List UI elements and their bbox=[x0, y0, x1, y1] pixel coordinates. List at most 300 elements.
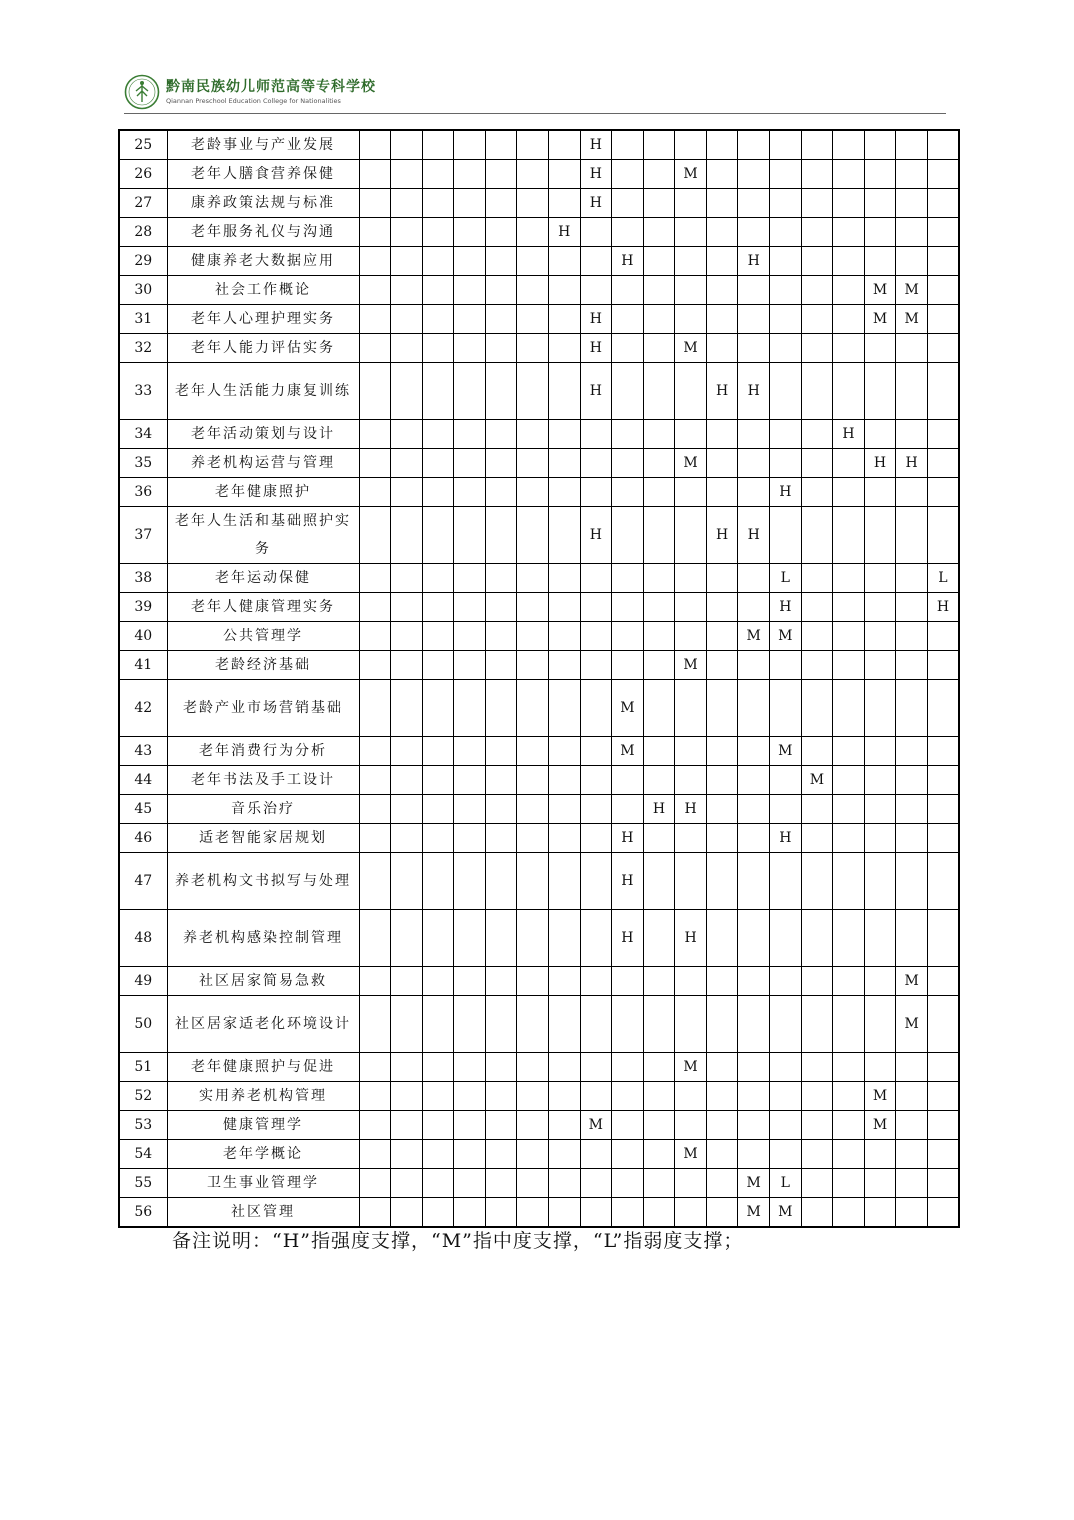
support-cell bbox=[422, 967, 454, 996]
support-cell bbox=[738, 276, 770, 305]
support-cell: M bbox=[675, 1140, 707, 1169]
support-cell bbox=[485, 1082, 517, 1111]
support-cell bbox=[643, 996, 675, 1053]
table-row bbox=[119, 795, 959, 824]
support-cell bbox=[359, 593, 391, 622]
support-cell bbox=[801, 680, 833, 737]
support-cell bbox=[833, 1082, 865, 1111]
support-cell bbox=[675, 1111, 707, 1140]
support-cell bbox=[612, 276, 644, 305]
table-row bbox=[119, 189, 959, 218]
support-cell bbox=[864, 1053, 896, 1082]
school-name-english: Qiannan Preschool Education College for Nationalities bbox=[166, 97, 341, 105]
support-cell bbox=[485, 363, 517, 420]
support-cell bbox=[643, 218, 675, 247]
support-cell bbox=[864, 1169, 896, 1198]
support-cell bbox=[801, 276, 833, 305]
support-cell bbox=[801, 967, 833, 996]
support-cell bbox=[612, 130, 644, 160]
support-cell bbox=[485, 910, 517, 967]
support-cell bbox=[391, 218, 423, 247]
support-cell bbox=[770, 680, 802, 737]
support-cell bbox=[738, 130, 770, 160]
course-number: 27 bbox=[119, 189, 167, 218]
support-cell bbox=[391, 853, 423, 910]
support-cell: M bbox=[738, 1198, 770, 1228]
support-cell: M bbox=[738, 1169, 770, 1198]
support-cell bbox=[675, 1082, 707, 1111]
support-cell bbox=[706, 564, 738, 593]
support-cell bbox=[359, 910, 391, 967]
support-cell bbox=[738, 996, 770, 1053]
support-cell bbox=[485, 737, 517, 766]
support-cell bbox=[896, 853, 928, 910]
support-cell bbox=[612, 1169, 644, 1198]
support-cell bbox=[927, 334, 959, 363]
course-number: 28 bbox=[119, 218, 167, 247]
support-cell bbox=[643, 1169, 675, 1198]
support-cell bbox=[770, 1140, 802, 1169]
support-cell bbox=[770, 420, 802, 449]
support-cell bbox=[422, 218, 454, 247]
support-cell bbox=[927, 824, 959, 853]
support-cell bbox=[927, 449, 959, 478]
course-name: 老年人心理护理实务 bbox=[167, 305, 359, 334]
support-cell bbox=[675, 766, 707, 795]
support-cell bbox=[833, 305, 865, 334]
course-number: 51 bbox=[119, 1053, 167, 1082]
support-cell bbox=[485, 766, 517, 795]
support-cell bbox=[833, 130, 865, 160]
table-row bbox=[119, 824, 959, 853]
support-cell: L bbox=[770, 564, 802, 593]
header-divider bbox=[124, 113, 946, 114]
table-row bbox=[119, 363, 959, 420]
support-cell bbox=[801, 1140, 833, 1169]
support-cell: M bbox=[770, 737, 802, 766]
support-cell bbox=[706, 622, 738, 651]
table-row bbox=[119, 651, 959, 680]
support-cell bbox=[580, 276, 612, 305]
support-cell bbox=[833, 1169, 865, 1198]
support-cell: M bbox=[770, 1198, 802, 1228]
support-cell bbox=[864, 247, 896, 276]
legend-note: 备注说明：“H”指强度支撑，“M”指中度支撑，“L”指弱度支撑； bbox=[172, 1230, 744, 1252]
support-cell bbox=[706, 1198, 738, 1228]
support-cell bbox=[896, 130, 928, 160]
support-cell bbox=[422, 564, 454, 593]
support-cell bbox=[801, 737, 833, 766]
support-cell bbox=[801, 622, 833, 651]
support-cell bbox=[927, 853, 959, 910]
support-cell bbox=[770, 363, 802, 420]
support-cell bbox=[833, 507, 865, 564]
support-cell bbox=[359, 276, 391, 305]
course-number: 43 bbox=[119, 737, 167, 766]
support-cell bbox=[454, 420, 486, 449]
support-cell bbox=[548, 795, 580, 824]
support-cell: H bbox=[580, 363, 612, 420]
support-cell bbox=[896, 1198, 928, 1228]
support-cell bbox=[927, 737, 959, 766]
support-cell bbox=[896, 622, 928, 651]
support-cell bbox=[548, 363, 580, 420]
course-number: 56 bbox=[119, 1198, 167, 1228]
support-cell bbox=[864, 680, 896, 737]
support-cell bbox=[675, 247, 707, 276]
support-cell bbox=[675, 478, 707, 507]
support-cell bbox=[896, 160, 928, 189]
support-cell bbox=[643, 363, 675, 420]
support-cell bbox=[580, 622, 612, 651]
support-cell bbox=[896, 593, 928, 622]
support-cell bbox=[738, 1053, 770, 1082]
support-cell bbox=[643, 1140, 675, 1169]
support-cell bbox=[770, 449, 802, 478]
support-cell bbox=[517, 967, 549, 996]
support-cell bbox=[706, 1082, 738, 1111]
support-cell bbox=[580, 1198, 612, 1228]
support-cell bbox=[896, 478, 928, 507]
support-cell bbox=[864, 651, 896, 680]
table-row bbox=[119, 1111, 959, 1140]
support-cell bbox=[454, 622, 486, 651]
support-cell bbox=[580, 1082, 612, 1111]
support-cell bbox=[896, 334, 928, 363]
support-cell bbox=[422, 160, 454, 189]
support-cell bbox=[643, 1082, 675, 1111]
support-cell bbox=[770, 218, 802, 247]
support-cell bbox=[517, 1053, 549, 1082]
support-cell bbox=[643, 1111, 675, 1140]
support-cell bbox=[454, 363, 486, 420]
support-cell bbox=[517, 766, 549, 795]
support-cell bbox=[485, 853, 517, 910]
support-cell: H bbox=[612, 853, 644, 910]
course-name: 养老机构文书拟写与处理 bbox=[167, 853, 359, 910]
support-cell bbox=[675, 189, 707, 218]
support-cell bbox=[580, 478, 612, 507]
support-cell bbox=[927, 478, 959, 507]
support-cell: L bbox=[770, 1169, 802, 1198]
support-cell bbox=[864, 507, 896, 564]
support-cell: H bbox=[738, 363, 770, 420]
support-cell bbox=[738, 189, 770, 218]
support-cell bbox=[770, 334, 802, 363]
support-cell bbox=[454, 853, 486, 910]
support-cell bbox=[391, 247, 423, 276]
support-cell bbox=[643, 910, 675, 967]
support-cell bbox=[517, 420, 549, 449]
course-name: 公共管理学 bbox=[167, 622, 359, 651]
support-cell bbox=[548, 737, 580, 766]
table-row bbox=[119, 1169, 959, 1198]
support-cell bbox=[643, 130, 675, 160]
course-name: 音乐治疗 bbox=[167, 795, 359, 824]
support-cell bbox=[359, 824, 391, 853]
support-cell bbox=[391, 996, 423, 1053]
table-row bbox=[119, 1198, 959, 1228]
support-cell bbox=[864, 1140, 896, 1169]
support-cell bbox=[833, 680, 865, 737]
support-cell bbox=[706, 824, 738, 853]
support-cell bbox=[770, 507, 802, 564]
support-cell bbox=[485, 420, 517, 449]
support-cell bbox=[675, 1169, 707, 1198]
support-cell bbox=[643, 334, 675, 363]
support-cell bbox=[643, 593, 675, 622]
support-cell bbox=[580, 853, 612, 910]
support-cell bbox=[612, 795, 644, 824]
support-cell bbox=[454, 305, 486, 334]
support-cell bbox=[548, 420, 580, 449]
support-cell bbox=[485, 507, 517, 564]
support-cell bbox=[454, 1169, 486, 1198]
support-cell bbox=[896, 1169, 928, 1198]
support-cell bbox=[770, 305, 802, 334]
support-cell bbox=[548, 766, 580, 795]
support-cell bbox=[801, 1053, 833, 1082]
support-cell bbox=[927, 363, 959, 420]
support-cell bbox=[927, 160, 959, 189]
support-cell bbox=[485, 824, 517, 853]
support-cell: H bbox=[927, 593, 959, 622]
support-cell bbox=[485, 593, 517, 622]
support-cell bbox=[454, 996, 486, 1053]
support-cell bbox=[896, 218, 928, 247]
support-cell bbox=[612, 1082, 644, 1111]
support-cell bbox=[770, 651, 802, 680]
course-number: 47 bbox=[119, 853, 167, 910]
support-cell bbox=[485, 795, 517, 824]
support-cell bbox=[675, 622, 707, 651]
support-cell bbox=[675, 967, 707, 996]
support-cell bbox=[738, 795, 770, 824]
support-cell bbox=[517, 449, 549, 478]
school-name: 黔南民族幼儿师范高等专科学校 bbox=[166, 79, 376, 95]
support-cell bbox=[485, 247, 517, 276]
support-cell bbox=[422, 507, 454, 564]
support-cell bbox=[833, 564, 865, 593]
support-cell bbox=[801, 910, 833, 967]
support-cell bbox=[801, 853, 833, 910]
table-row bbox=[119, 334, 959, 363]
support-cell bbox=[422, 478, 454, 507]
support-cell bbox=[485, 1140, 517, 1169]
support-cell bbox=[801, 824, 833, 853]
support-cell bbox=[896, 189, 928, 218]
course-number: 31 bbox=[119, 305, 167, 334]
course-number: 30 bbox=[119, 276, 167, 305]
support-cell bbox=[391, 910, 423, 967]
support-cell bbox=[485, 564, 517, 593]
support-cell bbox=[738, 420, 770, 449]
course-name: 老年消费行为分析 bbox=[167, 737, 359, 766]
course-name: 老年人健康管理实务 bbox=[167, 593, 359, 622]
course-number: 26 bbox=[119, 160, 167, 189]
course-name: 健康养老大数据应用 bbox=[167, 247, 359, 276]
support-cell bbox=[896, 363, 928, 420]
support-cell bbox=[643, 622, 675, 651]
support-cell bbox=[801, 478, 833, 507]
support-cell bbox=[643, 766, 675, 795]
support-cell bbox=[801, 247, 833, 276]
support-cell bbox=[612, 651, 644, 680]
support-cell bbox=[896, 247, 928, 276]
course-number: 41 bbox=[119, 651, 167, 680]
table-row bbox=[119, 276, 959, 305]
support-cell bbox=[801, 449, 833, 478]
support-cell bbox=[485, 680, 517, 737]
support-cell bbox=[422, 996, 454, 1053]
support-cell: H bbox=[706, 507, 738, 564]
support-cell bbox=[770, 1082, 802, 1111]
support-cell bbox=[612, 1198, 644, 1228]
support-cell bbox=[548, 622, 580, 651]
support-cell bbox=[517, 478, 549, 507]
support-cell: H bbox=[580, 160, 612, 189]
support-cell bbox=[738, 766, 770, 795]
support-cell bbox=[612, 218, 644, 247]
support-cell bbox=[454, 478, 486, 507]
support-cell bbox=[359, 622, 391, 651]
support-cell bbox=[485, 449, 517, 478]
support-cell bbox=[485, 996, 517, 1053]
support-cell bbox=[359, 449, 391, 478]
support-cell bbox=[833, 247, 865, 276]
support-cell bbox=[927, 1169, 959, 1198]
support-cell bbox=[548, 449, 580, 478]
support-cell bbox=[833, 766, 865, 795]
support-cell bbox=[675, 996, 707, 1053]
support-cell bbox=[454, 910, 486, 967]
support-cell bbox=[485, 1111, 517, 1140]
support-cell bbox=[706, 1169, 738, 1198]
support-cell bbox=[359, 564, 391, 593]
course-name: 老年人膳食营养保健 bbox=[167, 160, 359, 189]
support-cell bbox=[706, 795, 738, 824]
support-cell bbox=[580, 680, 612, 737]
course-name: 老年活动策划与设计 bbox=[167, 420, 359, 449]
support-cell bbox=[801, 1198, 833, 1228]
support-cell bbox=[612, 189, 644, 218]
support-cell bbox=[548, 1053, 580, 1082]
support-cell bbox=[359, 1169, 391, 1198]
course-number: 55 bbox=[119, 1169, 167, 1198]
support-cell bbox=[359, 737, 391, 766]
table-row bbox=[119, 593, 959, 622]
support-cell bbox=[422, 910, 454, 967]
support-cell bbox=[833, 737, 865, 766]
support-cell bbox=[738, 651, 770, 680]
table-row bbox=[119, 737, 959, 766]
support-cell bbox=[864, 160, 896, 189]
support-cell bbox=[359, 996, 391, 1053]
support-cell: M bbox=[864, 1082, 896, 1111]
support-cell bbox=[864, 967, 896, 996]
support-cell bbox=[391, 1169, 423, 1198]
support-cell bbox=[485, 305, 517, 334]
support-cell bbox=[548, 130, 580, 160]
support-cell bbox=[927, 622, 959, 651]
support-cell bbox=[548, 910, 580, 967]
support-cell bbox=[391, 680, 423, 737]
support-cell bbox=[548, 651, 580, 680]
support-cell bbox=[738, 824, 770, 853]
support-cell bbox=[643, 189, 675, 218]
support-cell bbox=[422, 651, 454, 680]
support-cell bbox=[359, 1111, 391, 1140]
support-cell bbox=[422, 276, 454, 305]
support-cell bbox=[643, 853, 675, 910]
support-cell bbox=[927, 766, 959, 795]
table-row bbox=[119, 967, 959, 996]
support-cell: H bbox=[580, 507, 612, 564]
support-cell: H bbox=[580, 334, 612, 363]
support-cell bbox=[927, 1140, 959, 1169]
table-row bbox=[119, 1053, 959, 1082]
support-cell: H bbox=[580, 130, 612, 160]
course-name: 适老智能家居规划 bbox=[167, 824, 359, 853]
support-cell bbox=[391, 824, 423, 853]
support-cell bbox=[580, 218, 612, 247]
support-cell bbox=[548, 305, 580, 334]
support-cell bbox=[738, 305, 770, 334]
support-cell bbox=[391, 622, 423, 651]
support-cell bbox=[422, 247, 454, 276]
support-cell bbox=[454, 737, 486, 766]
support-cell bbox=[391, 593, 423, 622]
support-cell bbox=[391, 276, 423, 305]
support-cell bbox=[548, 507, 580, 564]
support-cell bbox=[517, 130, 549, 160]
support-cell bbox=[612, 478, 644, 507]
support-cell: H bbox=[770, 593, 802, 622]
support-cell bbox=[422, 130, 454, 160]
support-cell bbox=[548, 478, 580, 507]
support-cell bbox=[738, 218, 770, 247]
support-cell bbox=[864, 218, 896, 247]
support-cell bbox=[643, 305, 675, 334]
support-cell bbox=[801, 1169, 833, 1198]
support-cell bbox=[927, 1198, 959, 1228]
support-cell bbox=[801, 795, 833, 824]
course-name: 老年运动保健 bbox=[167, 564, 359, 593]
support-cell bbox=[517, 363, 549, 420]
support-cell bbox=[422, 1169, 454, 1198]
support-cell: H bbox=[612, 910, 644, 967]
support-cell bbox=[517, 1140, 549, 1169]
support-cell bbox=[517, 680, 549, 737]
support-cell bbox=[896, 795, 928, 824]
support-cell bbox=[896, 507, 928, 564]
support-cell: M bbox=[738, 622, 770, 651]
support-cell bbox=[643, 1053, 675, 1082]
support-cell bbox=[706, 160, 738, 189]
support-cell: M bbox=[770, 622, 802, 651]
course-number: 54 bbox=[119, 1140, 167, 1169]
support-cell bbox=[580, 795, 612, 824]
support-cell bbox=[612, 967, 644, 996]
support-cell bbox=[706, 334, 738, 363]
support-cell bbox=[422, 449, 454, 478]
support-cell bbox=[485, 478, 517, 507]
support-cell bbox=[833, 478, 865, 507]
course-name: 老年健康照护 bbox=[167, 478, 359, 507]
support-cell: M bbox=[801, 766, 833, 795]
support-cell bbox=[359, 766, 391, 795]
support-cell bbox=[738, 449, 770, 478]
